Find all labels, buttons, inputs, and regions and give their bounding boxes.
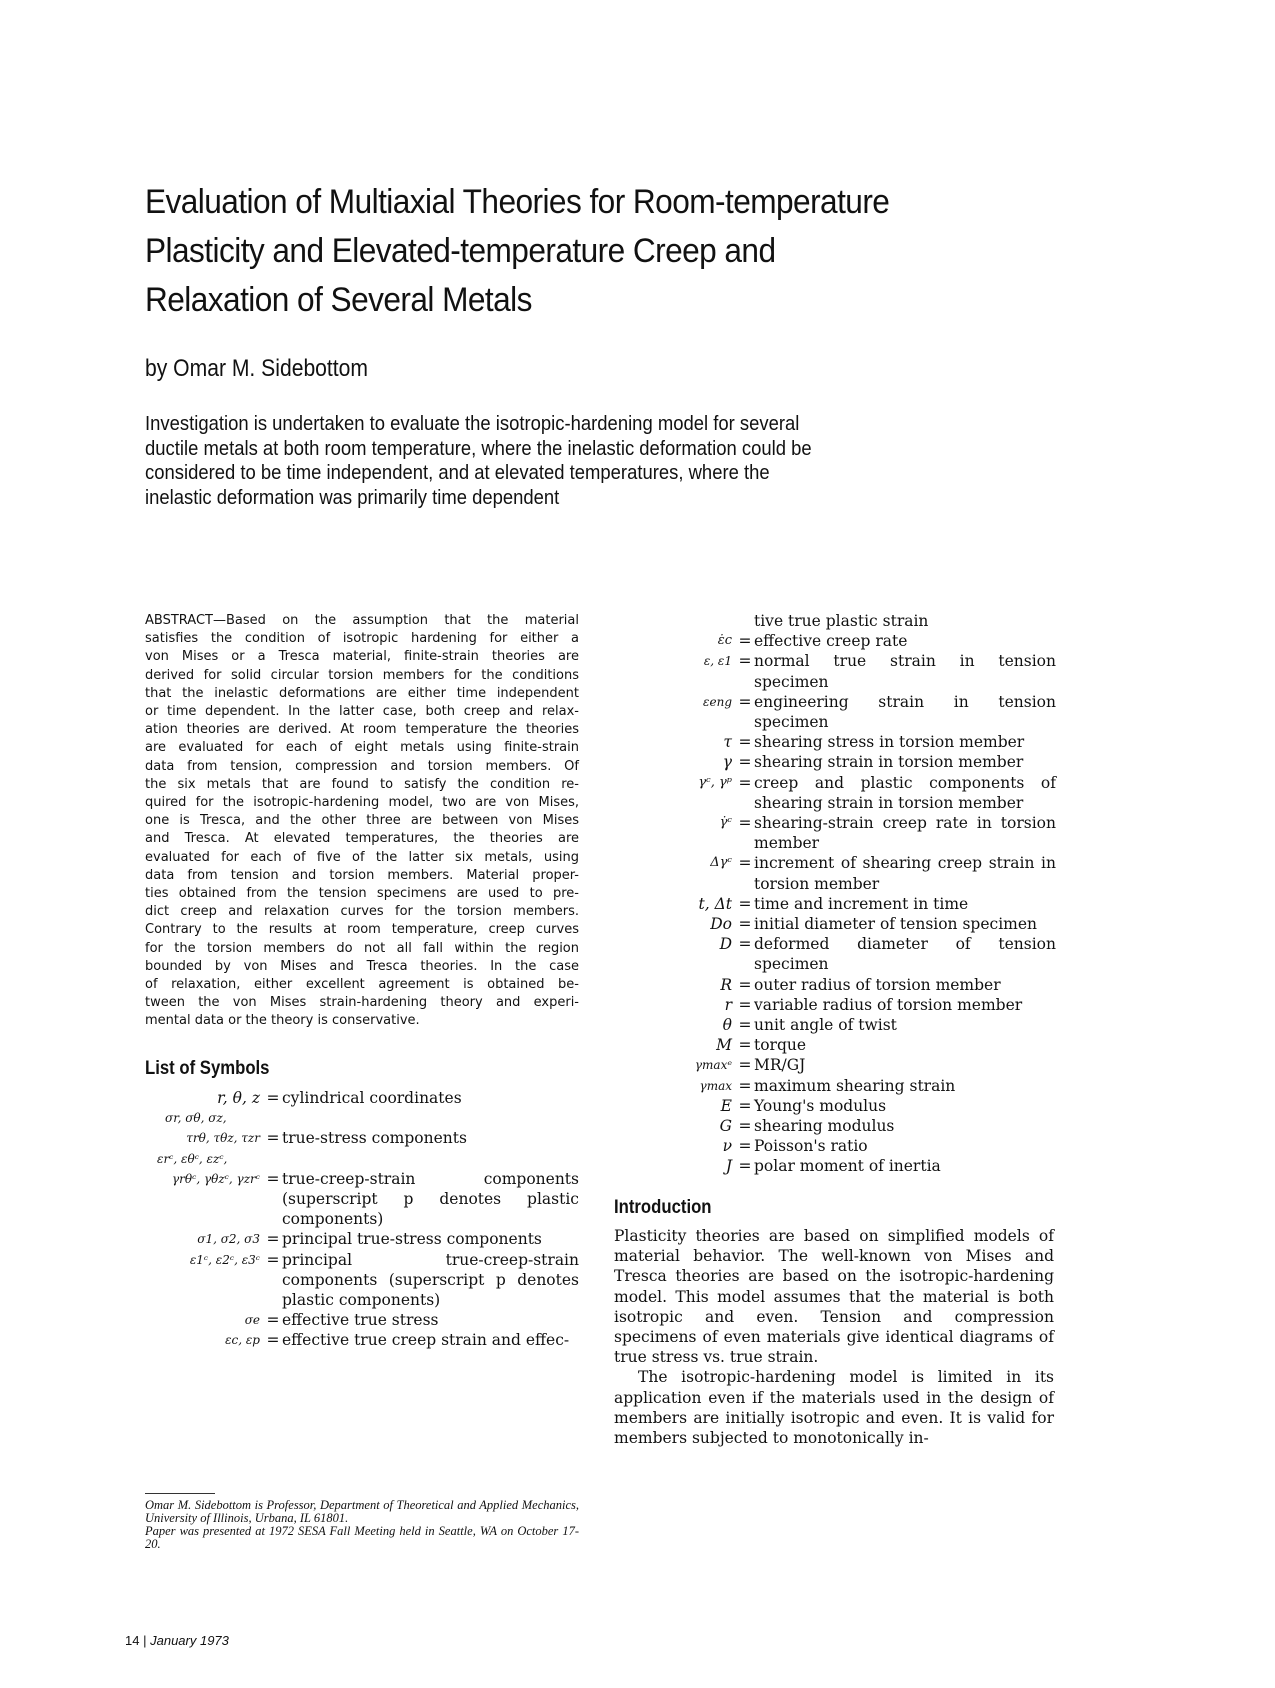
issue-date: January 1973	[150, 1633, 229, 1648]
symbol-definition: initial diameter of tension specimen	[754, 915, 1038, 934]
abstract-line: data from tension, compression and torsion members. Of	[145, 758, 579, 774]
symbol-definition: Poisson's ratio	[754, 1137, 868, 1156]
symbol-definition: principal true-creep-strain components (superscript p denotes plastic components)	[282, 1250, 579, 1310]
abstract-line: one is Tresca, and the other three are between von Mises	[145, 813, 579, 829]
symbol: γ̇ᶜ	[719, 815, 732, 831]
symbol-definition: outer radius of torsion member	[754, 975, 1001, 994]
symbol-definition: MR/GJ	[754, 1056, 806, 1075]
abstract-line: and Tresca. At elevated temperatures, the theories are	[145, 831, 579, 847]
symbol-entry: γmaxᵉ = MR/GJ	[640, 1055, 1056, 1075]
article-lede: Investigation is undertaken to evaluate the isotropic-hardening model for several ductile metals at both room temperature, where the inelastic deformation could be considered to be time independent, and at elevated temperatures, where the inelastic deformation was primarily time dependent	[145, 412, 812, 509]
abstract-line: satisfies the condition of isotropic hardening for either a	[145, 631, 579, 647]
symbol: σ1, σ2, σ3	[197, 1232, 260, 1247]
symbol: εeng	[703, 694, 732, 709]
symbol-entry: t, Δt = time and increment in time	[640, 894, 1056, 914]
paragraph: Plasticity theories are based on simplified models of material behavior. The well-known von Mises and Tresca theories are based on the isotropic-hardening model. This model assumes that the material is both isotropic and even. Tension and compression specimens of even materials give identical diagrams of true stress vs. true strain.	[614, 1227, 1054, 1367]
symbol-entry: G = shearing modulus	[640, 1116, 1056, 1136]
symbol-definition: principal true-stress components	[282, 1230, 542, 1249]
symbol: ν	[722, 1137, 732, 1156]
symbol: D	[719, 935, 732, 954]
symbol-entry: r = variable radius of torsion member	[640, 995, 1056, 1015]
symbol: γrθᶜ, γθzᶜ, γzrᶜ	[171, 1171, 260, 1186]
symbol-entry: εeng = engineering strain in tension specimen	[640, 692, 1056, 732]
symbol-definition: normal true strain in tension specimen	[754, 652, 1056, 691]
article-title	[145, 178, 982, 325]
abstract-line: ation theories are derived. At room temperature the theories	[145, 722, 579, 738]
symbol: ε1ᶜ, ε2ᶜ, ε3ᶜ	[189, 1252, 260, 1267]
symbol-entry: τ = shearing stress in torsion member	[640, 732, 1056, 752]
symbol: r, θ, z	[217, 1089, 260, 1107]
symbol: Do	[710, 915, 732, 934]
introduction-heading: Introduction	[614, 1197, 712, 1218]
abstract	[145, 612, 579, 1031]
abstract-line: data from tension and torsion members. Material proper-	[145, 867, 579, 883]
author-byline: by Omar M. Sidebottom	[145, 355, 369, 382]
abstract-line: evaluated for each of five of the latter six metals, using	[145, 849, 579, 865]
symbol-definition: increment of shearing creep strain in torsion member	[754, 854, 1056, 893]
symbol: G	[719, 1117, 732, 1136]
symbol-definition: effective creep rate	[754, 632, 908, 651]
symbol-entry: R = outer radius of torsion member	[640, 975, 1056, 995]
symbol-definition: effective true creep strain and effec-	[282, 1331, 570, 1350]
page-folio	[125, 1633, 229, 1648]
symbol-entry: γmax = maximum shearing strain	[640, 1076, 1056, 1096]
symbol-entry: Δγᶜ = increment of shearing creep strain in torsion member	[640, 853, 1056, 893]
abstract-line: Contrary to the results at room temperature, creep curves	[145, 922, 579, 938]
abstract-line: of relaxation, either excellent agreement is obtained be-	[145, 977, 579, 993]
symbol-entry: M = torque	[640, 1035, 1056, 1055]
footnote-rule	[145, 1493, 215, 1494]
symbol-definition: unit angle of twist	[754, 1016, 897, 1035]
footnote	[145, 1499, 579, 1551]
symbol-definition: cylindrical coordinates	[282, 1089, 462, 1107]
symbol-definition: shearing-strain creep rate in torsion member	[754, 814, 1056, 853]
symbol-definition: true-creep-strain components (superscript p denotes plastic components)	[282, 1169, 579, 1229]
abstract-line: that the inelastic deformations are either time independent	[145, 685, 579, 701]
symbol: J	[725, 1157, 732, 1176]
symbol-entry: ε1ᶜ, ε2ᶜ, ε3ᶜ = principal true-creep-strain components (superscript p denotes plastic components)	[145, 1250, 579, 1311]
symbol-entry: γ = shearing strain in torsion member	[640, 752, 1056, 772]
symbol-definition: Young's modulus	[754, 1096, 887, 1115]
symbol-definition: true-stress components	[282, 1129, 467, 1148]
symbol-entry: γᶜ, γᵖ = creep and plastic components of shearing strain in torsion member	[640, 773, 1056, 813]
paragraph: The isotropic-hardening model is limited in its application even if the materials used in the design of members are initially isotropic and even. It is valid for members subjected to monotonically in-	[614, 1368, 1054, 1448]
introduction-body	[614, 1226, 1054, 1448]
symbol: γ	[722, 753, 732, 772]
symbol: t, Δt	[698, 894, 732, 913]
abstract-line: or time dependent. In the latter case, both creep and relax-	[145, 704, 579, 720]
abstract-line: mental data or the theory is conservative.	[145, 1013, 420, 1029]
symbol: γmaxᵉ	[694, 1058, 732, 1073]
symbol-entry: σe = effective true stress	[145, 1310, 579, 1330]
symbols-heading: List of Symbols	[145, 1058, 270, 1079]
symbol: ε, ε1	[703, 654, 732, 669]
symbol-definition: deformed diameter of tension specimen	[754, 935, 1056, 974]
abstract-line: quired for the isotropic-hardening model, two are von Mises,	[145, 795, 579, 811]
symbol-entry: ε̇c = effective creep rate	[640, 631, 1056, 651]
symbol-definition: shearing modulus	[754, 1117, 895, 1136]
symbol-entry: θ = unit angle of twist	[640, 1015, 1056, 1035]
abstract-line: tween the von Mises strain-hardening theory and experi-	[145, 995, 579, 1011]
symbol-entry: Do = initial diameter of tension specimen	[640, 914, 1056, 934]
symbols-list-left	[145, 1088, 579, 1351]
abstract-line: von Mises or a Tresca material, finite-strain theories are	[145, 649, 579, 665]
title-line-2: Plasticity and Elevated-temperature Creep and	[145, 232, 776, 270]
symbol-definition: creep and plastic components of shearing strain in torsion member	[754, 773, 1056, 812]
symbol-definition: polar moment of inertia	[754, 1157, 941, 1176]
symbol: σr, σθ, σz,	[165, 1111, 227, 1126]
symbol-entry	[640, 611, 1056, 631]
symbol-entry: εc, εp = effective true creep strain and effec-	[145, 1330, 579, 1350]
symbol-definition: shearing stress in torsion member	[754, 733, 1025, 752]
abstract-line: bounded by von Mises and Tresca theories. In the case	[145, 958, 579, 974]
title-line-1: Evaluation of Multiaxial Theories for Room-temperature	[145, 183, 890, 221]
symbol: γᶜ, γᵖ	[698, 774, 732, 790]
symbol-entry: ν = Poisson's ratio	[640, 1136, 1056, 1156]
abstract-line: ABSTRACT—Based on the assumption that the material	[145, 613, 579, 628]
symbol: E	[720, 1096, 732, 1115]
symbol-definition: maximum shearing strain	[754, 1076, 956, 1095]
abstract-line: for the torsion members do not all fall within the region	[145, 940, 579, 956]
symbol-definition: tive true plastic strain	[754, 612, 929, 630]
symbol-definition: shearing strain in torsion member	[754, 753, 1024, 772]
symbol-entry: γrθᶜ, γθzᶜ, γzrᶜ = true-creep-strain components (superscript p denotes plastic components)	[145, 1169, 579, 1230]
symbol-entry: σ1, σ2, σ3 = principal true-stress components	[145, 1229, 579, 1249]
symbol: R	[720, 975, 732, 994]
symbol: εc, εp	[225, 1333, 260, 1348]
presentation-note: Paper was presented at 1972 SESA Fall Meeting held in Seattle, WA on October 17-20.	[145, 1524, 579, 1551]
symbols-list-right	[640, 611, 1056, 1177]
symbol-definition: engineering strain in tension specimen	[754, 692, 1056, 732]
symbol: ε̇c	[717, 633, 732, 649]
symbol: εrᶜ, εθᶜ, εzᶜ,	[157, 1151, 228, 1166]
abstract-line: derived for solid circular torsion members for the conditions	[145, 667, 579, 683]
symbol: τrθ, τθz, τzr	[186, 1131, 260, 1146]
symbol-entry: ε, ε1 = normal true strain in tension specimen	[640, 651, 1056, 691]
symbol: θ	[722, 1016, 732, 1035]
symbol: σe	[244, 1313, 260, 1328]
symbol-entry	[145, 1149, 579, 1169]
symbol-entry: γ̇ᶜ = shearing-strain creep rate in torsion member	[640, 813, 1056, 853]
symbol: M	[716, 1036, 732, 1055]
folio-separator: |	[143, 1633, 147, 1648]
symbol: r	[724, 995, 732, 1014]
abstract-line: ties obtained from the tension specimens are used to pre-	[145, 886, 579, 902]
symbol-entry: E = Young's modulus	[640, 1096, 1056, 1116]
symbol: τ	[723, 733, 732, 752]
symbol: Δγᶜ	[710, 855, 732, 871]
abstract-line: are evaluated for each of eight metals using finite-strain	[145, 740, 579, 756]
symbol-definition: effective true stress	[282, 1311, 439, 1330]
symbol-entry: J = polar moment of inertia	[640, 1156, 1056, 1176]
title-line-3: Relaxation of Several Metals	[145, 281, 532, 319]
symbol-definition: variable radius of torsion member	[754, 995, 1023, 1014]
page-number: 14	[125, 1633, 140, 1648]
symbol: γmax	[699, 1078, 732, 1093]
symbol-entry: r, θ, z = cylindrical coordinates	[145, 1088, 579, 1108]
symbol-entry	[145, 1108, 579, 1128]
abstract-line: the six metals that are found to satisfy the condition re-	[145, 776, 579, 792]
symbol-entry: D = deformed diameter of tension specimen	[640, 934, 1056, 974]
symbol-definition: time and increment in time	[754, 894, 969, 913]
author-affiliation: Omar M. Sidebottom is Professor, Department of Theoretical and Applied Mechanics, University of Illinois, Urbana, IL 61801.	[145, 1498, 579, 1525]
symbol-definition: torque	[754, 1036, 807, 1055]
symbol-entry: τrθ, τθz, τzr = true-stress components	[145, 1128, 579, 1148]
abstract-line: dict creep and relaxation curves for the torsion members.	[145, 904, 579, 920]
